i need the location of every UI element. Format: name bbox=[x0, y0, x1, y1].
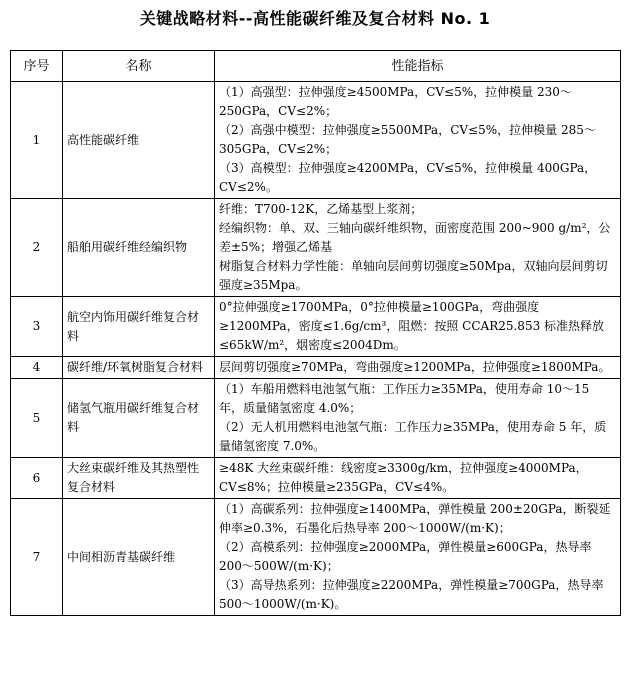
row-spec bbox=[215, 499, 621, 616]
document-title: 关键战略材料--高性能碳纤维及复合材料 No. 1 bbox=[139, 9, 491, 28]
table-row bbox=[11, 297, 621, 357]
header-spec: 性能指标 bbox=[215, 51, 621, 82]
row-spec bbox=[215, 297, 621, 357]
spec-line: 纤维：T700-12K，乙烯基型上浆剂； bbox=[219, 202, 423, 216]
table-row bbox=[11, 199, 621, 297]
row-spec bbox=[215, 357, 621, 379]
row-name: 中间相沥青基碳纤维 bbox=[63, 499, 215, 616]
row-name: 大丝束碳纤维及其热塑性复合材料 bbox=[63, 458, 215, 499]
row-name: 船舶用碳纤维经编织物 bbox=[63, 199, 215, 297]
spec-table bbox=[10, 50, 621, 616]
row-spec bbox=[215, 458, 621, 499]
header-no: 序号 bbox=[11, 51, 63, 82]
row-number: 3 bbox=[11, 297, 63, 357]
table-row bbox=[11, 82, 621, 199]
spec-line: 层间剪切强度≥70MPa，弯曲强度≥1200MPa，拉伸强度≥1800MPa。 bbox=[219, 360, 611, 374]
table-row bbox=[11, 357, 621, 379]
row-spec bbox=[215, 379, 621, 458]
row-spec bbox=[215, 199, 621, 297]
table-row bbox=[11, 458, 621, 499]
spec-line: 经编织物：单、双、三轴向碳纤维织物，面密度范围 200~900 g/m²，公差±5%；增强乙烯基 bbox=[219, 221, 611, 254]
spec-line: 树脂复合材料力学性能：单轴向层间剪切强度≥50Mpa，双轴向层间剪切强度≥35Mpa。 bbox=[219, 259, 608, 292]
spec-line: （2）高强中模型：拉伸强度≥5500MPa，CV≤5%，拉伸模量 285～305GPa，CV≤2%； bbox=[219, 123, 596, 156]
row-number: 1 bbox=[11, 82, 63, 199]
spec-line: 0°拉伸强度≥1700MPa，0°拉伸模量≥100GPa，弯曲强度≥1200MPa，密度≤1.6g/cm³，阻燃：按照 CCAR25.853 标准热释放≤65kW/m²，烟密度≤2004Dm。 bbox=[219, 300, 605, 352]
row-number: 7 bbox=[11, 499, 63, 616]
row-number: 4 bbox=[11, 357, 63, 379]
row-name: 储氢气瓶用碳纤维复合材料 bbox=[63, 379, 215, 458]
header-name: 名称 bbox=[63, 51, 215, 82]
row-name: 高性能碳纤维 bbox=[63, 82, 215, 199]
table-row bbox=[11, 379, 621, 458]
spec-line: （2）高模系列：拉伸强度≥2000MPa，弹性模量≥600GPa，热导率 200～500W/(m·K)； bbox=[219, 540, 592, 573]
table-header-row bbox=[11, 51, 621, 82]
row-name: 碳纤维/环氧树脂复合材料 bbox=[63, 357, 215, 379]
spec-line: （1）高碳系列：拉伸强度≥1400MPa，弹性模量 200±20GPa，断裂延伸率≥0.3%，石墨化后热导率 200～1000W/(m·K)； bbox=[219, 502, 611, 535]
spec-line: （2）无人机用燃料电池氢气瓶：工作压力≥35MPa，使用寿命 5 年，质量储氢密度 7.0%。 bbox=[219, 420, 607, 453]
row-number: 6 bbox=[11, 458, 63, 499]
table-row bbox=[11, 499, 621, 616]
row-name: 航空内饰用碳纤维复合材料 bbox=[63, 297, 215, 357]
spec-line: （1）高强型：拉伸强度≥4500MPa，CV≤5%，拉伸模量 230～250GPa，CV≤2%； bbox=[219, 85, 572, 118]
spec-line: （3）高模型：拉伸强度≥4200MPa，CV≤5%，拉伸模量 400GPa，CV≤2%。 bbox=[219, 161, 597, 194]
spec-line: ≥48K 大丝束碳纤维：线密度≥3300g/km，拉伸强度≥4000MPa，CV≤8%；拉伸模量≥235GPa，CV≤4%。 bbox=[219, 461, 588, 494]
spec-line: （3）高导热系列：拉伸强度≥2200MPa，弹性模量≥700GPa，热导率 500～1000W/(m·K)。 bbox=[219, 578, 604, 611]
row-number: 5 bbox=[11, 379, 63, 458]
row-spec bbox=[215, 82, 621, 199]
row-number: 2 bbox=[11, 199, 63, 297]
spec-line: （1）车船用燃料电池氢气瓶：工作压力≥35MPa，使用寿命 10～15 年，质量储氢密度 4.0%； bbox=[219, 382, 590, 415]
